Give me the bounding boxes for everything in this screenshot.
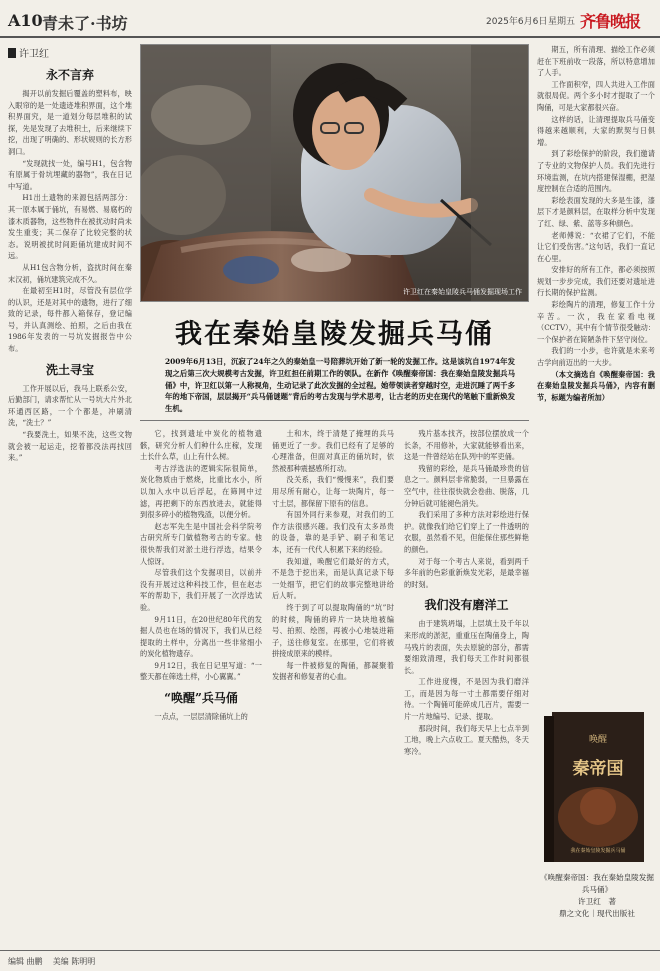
- book-caption: [537, 872, 657, 920]
- paragraph: 有国外同行来参观，对我们的工作方法很感兴趣。我们没有太多昂贵的设备，靠的是手铲、刷子和笔记本，还有一代代人积累下来的经验。: [272, 510, 394, 554]
- body-column-a: [140, 428, 262, 944]
- paragraph: 终于到了可以提取陶俑的“坑”时的时候，陶俑的碎片一块块地被编号、拍照、绘图，再被小心地装进箱子，送往修复室。在那里，它们将被拼接成原来的模样。: [272, 602, 394, 659]
- issue-weekday: 星期五: [548, 17, 576, 27]
- body-column-b: [272, 428, 394, 944]
- book-cover-art: [542, 712, 652, 862]
- paragraph: 彩绘表面发现的大多是生漆，漆层下才是颜料层，在取样分析中发现了红、绿、紫、蓝等多种颜色。: [537, 195, 655, 228]
- paragraph: 赵志军先生是中国社会科学院考古研究所专门做植物考古的专家。他很快帮我们对淤土进行浮选，结果令人惊讶。: [140, 521, 262, 566]
- subheading-no-slacking: 我们没有磨洋工: [424, 598, 509, 613]
- cover-top-text: 唤醒: [588, 735, 608, 745]
- paragraph: 考古浮选法的逻辑实际很简单，炭化物质由于燃烧，比重比水小，所以加入水中以后浮起，在筛网中过滤，再把剩下的东西放进去，就能得到很多碎小的植物残渣，以便分析。: [140, 463, 262, 520]
- paragraph: 到了彩绘保护的阶段，我们邀请了专业的文物保护人员。我们先进行环境监测，在坑内搭建保湿棚，把湿度控制在合适的范围内。: [537, 149, 655, 194]
- paragraph: H1出土遗物的来源包括两部分：其一原本属于俑坑，有易燃、易腐朽的漆木质器物，这些物件在被扰动时尚未发生重变；其二保存了比较完整的状态。说明被扰时间距俑坑建成时间不远。: [8, 193, 132, 261]
- book-caption-publisher: 鼎之文化｜现代出版社: [559, 909, 635, 918]
- paragraph: 土和木，终于清楚了掩埋的兵马俑更近了一步。我们已经有了足够的心理准备，但面对真正的俑坑时，依然被那种震撼感所打动。: [272, 429, 394, 473]
- paragraph: 每一件被修复的陶俑，都凝聚着发掘者和修复者的心血。: [272, 660, 394, 682]
- divider: [140, 420, 529, 421]
- book-cover: [542, 712, 652, 862]
- paragraph: 9月11日，在20世纪80年代的发掘人员也在场的情况下，我们从已经提取的土样中，分离出一些非常细小的炭化植物遗存。: [140, 614, 262, 659]
- page-footer: [0, 950, 660, 971]
- page-number: A10: [8, 11, 43, 30]
- paragraph: 我知道，唤醒它们最好的方式，不是急于挖出来，而是认真记录下每一处细节，把它们的故事完整地讲给后人听。: [272, 556, 394, 601]
- paragraph: 我们采用了多种方法对彩绘进行保护。就像我们给它们穿上了一件透明的衣服，虽然看不见，但能保住那些鲜艳的颜色。: [404, 510, 529, 554]
- paragraph: 彩绘陶片的清理，修复工作十分辛苦。一次，我在家看电视（CCTV），其中有个情节很受触动：一个保护者在简陋条件下坚守岗位。: [537, 300, 655, 344]
- excerpt-note: （本文摘选自《唤醒秦帝国：我在秦始皇陵发掘兵马俑》，内容有删节，标题为编者所加）: [537, 369, 655, 402]
- subheading-persevere: 永不言弃: [45, 68, 94, 82]
- paragraph: “我要洗土，如果不洗，这些文物就会被一起运走，挖着都没法再找回来。”: [8, 430, 132, 463]
- body-column-c: [404, 428, 529, 944]
- paragraph: 残片基本找齐，按部位摆放成一个长条，不用修补，大家就能够看出来，这是一件曾经站在队列中的军吏俑。: [404, 429, 529, 462]
- footer-designer: 美编 陈明明: [52, 957, 96, 966]
- byline-name: 许卫红: [19, 49, 49, 60]
- right-column: [537, 44, 655, 706]
- paragraph: 在最初至H1时，尽管没有层位学的认识，还是对其中的遗物，进行了细致的记录，每件都入箱保存，登记编号，并认真测绘、拍照，之后由我在1986年发表的一号坑发掘报告中公布。: [8, 286, 132, 354]
- paragraph: 工作开展以后，我马上联系公安，后勤部门，请求帮忙从一号坑大片外北环通西区路，一个个都是，冲刷清洗，“洗土？”: [8, 383, 132, 428]
- excavation-photo-illustration: [141, 45, 529, 302]
- paragraph: 由于建筑坍塌，上层填土及千年以来形成的淤泥，重重压在陶俑身上，陶马残片的表面，失去原貌的部分，都需要细致清理，我们每天工作时间都很长。: [404, 619, 529, 675]
- paragraph: 从H1包含物分析，盗扰时间在秦末汉初，俑坑建筑完成不久。: [8, 262, 132, 284]
- paragraph: 这样的话，让清理提取兵马俑变得越来越顺利，大家的默契与日俱增。: [537, 114, 655, 147]
- paragraph: 那段时间，我们每天早上七点半到工地，晚上六点收工。夏天酷热，冬天寒冷。: [404, 723, 529, 756]
- issue-date: 2025年6月6日: [486, 17, 548, 27]
- cover-title-text: 秦帝国: [572, 759, 624, 779]
- lead-photo: [140, 44, 529, 302]
- paragraph: 安排好的所有工作，都必须按照规划一步步完成，我们还要对遗址进行长期的保护监测。: [537, 265, 655, 298]
- cover-subtitle-text: 我在秦始皇陵发掘兵马俑: [570, 848, 626, 854]
- photo-caption: 许卫红在秦始皇陵兵马俑发掘现场工作: [403, 288, 522, 296]
- subheading-wash-soil: 洗土寻宝: [45, 362, 94, 377]
- author-byline: [8, 45, 49, 60]
- article-lede: 2009年6月13日，沉寂了24年之久的秦始皇一号陪葬坑开始了新一轮的发掘工作。这是该坑自1974年发现之后第三次大规模考古发掘，许卫红担任前期工作的领队。在新作《唤醒秦帝国：我在秦始皇陵发掘兵马俑》中，许卫红以第一人称视角，生动记录了此次发掘的全过程。她带领读者穿越时空，走进沉睡了两千多年的地下帝国，层层揭开“兵马俑谜题”背后的考古发现与学术思考，让古老的历史在现代的笔触下重新焕发生机。: [165, 357, 515, 414]
- byline-marker-icon: [8, 48, 16, 58]
- paragraph: 尽管我们这个发掘项目，以前并没有开展过这种科技工作，但在赵志军的帮助下，我们开展了一次浮选试验。: [140, 568, 262, 612]
- book-caption-author: 许卫红 著: [578, 897, 616, 906]
- book-caption-title: 《唤醒秦帝国：我在秦始皇陵发掘兵马俑》: [540, 873, 654, 894]
- newspaper-logo: 齐鲁晚报: [580, 12, 641, 31]
- paragraph: 没关系，我们“慢慢来”，我们要用尽所有耐心，让每一块陶片，每一寸土层，都保留下原有的信息。: [272, 475, 394, 508]
- paragraph: 对于每一个考古人来说，看到两千多年前的色彩重新焕发光彩，是最幸福的时刻。: [404, 556, 529, 589]
- page-header: [0, 0, 660, 38]
- paragraph: 9月12日，我在日记里写道：“一整天都在筛选土样，小心翼翼。”: [140, 660, 262, 682]
- paragraph: 残留的彩绘，是兵马俑最珍贵的信息之一。颜料层非常脆弱，一旦暴露在空气中，往往很快就会卷曲、脱落，几分钟后就可能褪色消失。: [404, 463, 529, 508]
- paragraph: 工作面积窄，四人共进入工作面就很局促。两个多小时才提取了一个陶俑，可是大家都很兴奋。: [537, 79, 655, 112]
- paragraph: 期五，所有清理、描绘工作必须赶在下班前收一段落，所以特意增加了人手。: [537, 45, 655, 78]
- footer-editor: 编辑 曲鹏: [8, 957, 43, 966]
- article-headline: 我在秦始皇陵发掘兵马俑: [175, 319, 494, 350]
- left-column: [8, 60, 132, 944]
- paragraph: 老师傅说：“衣裙了它们，不能让它们受伤害。”这句话，我们一直记在心里。: [537, 230, 655, 263]
- paragraph: “发现就找一处，编号H1，包含物有原属于骨坑埋藏的器物”，我在日记中写道。: [8, 158, 132, 191]
- paragraph: 工作进度慢，不是因为我们磨洋工，而是因为每一寸土都需要仔细对待。一个陶俑可能碎成几百片，需要一片一片地编号、记录、提取。: [404, 677, 529, 722]
- subheading-awaken: “唤醒”兵马俑: [164, 691, 238, 706]
- section-title: 青未了·书坊: [42, 14, 128, 33]
- paragraph: 它，找到遗址中炭化的植物遗骸，研究分析人们种什么庄稼，发现土长什么草，山上有什么树。: [140, 429, 262, 462]
- paragraph: 揭开以前发掘后覆盖的塑料布，映入眼帘的是一处遗迹堆积界面，这个堆积界面究，是一道划分每层堆积的试探，先是发现了去堆积土，后来继续下挖，出现了明确的、形状规则的长方形洞口。: [8, 89, 132, 156]
- paragraph: 一点点，一层层清除俑坑上的: [154, 712, 248, 722]
- paragraph: 我们的一小步，也许就是未来考古学向前迈出的一大步。: [537, 346, 655, 368]
